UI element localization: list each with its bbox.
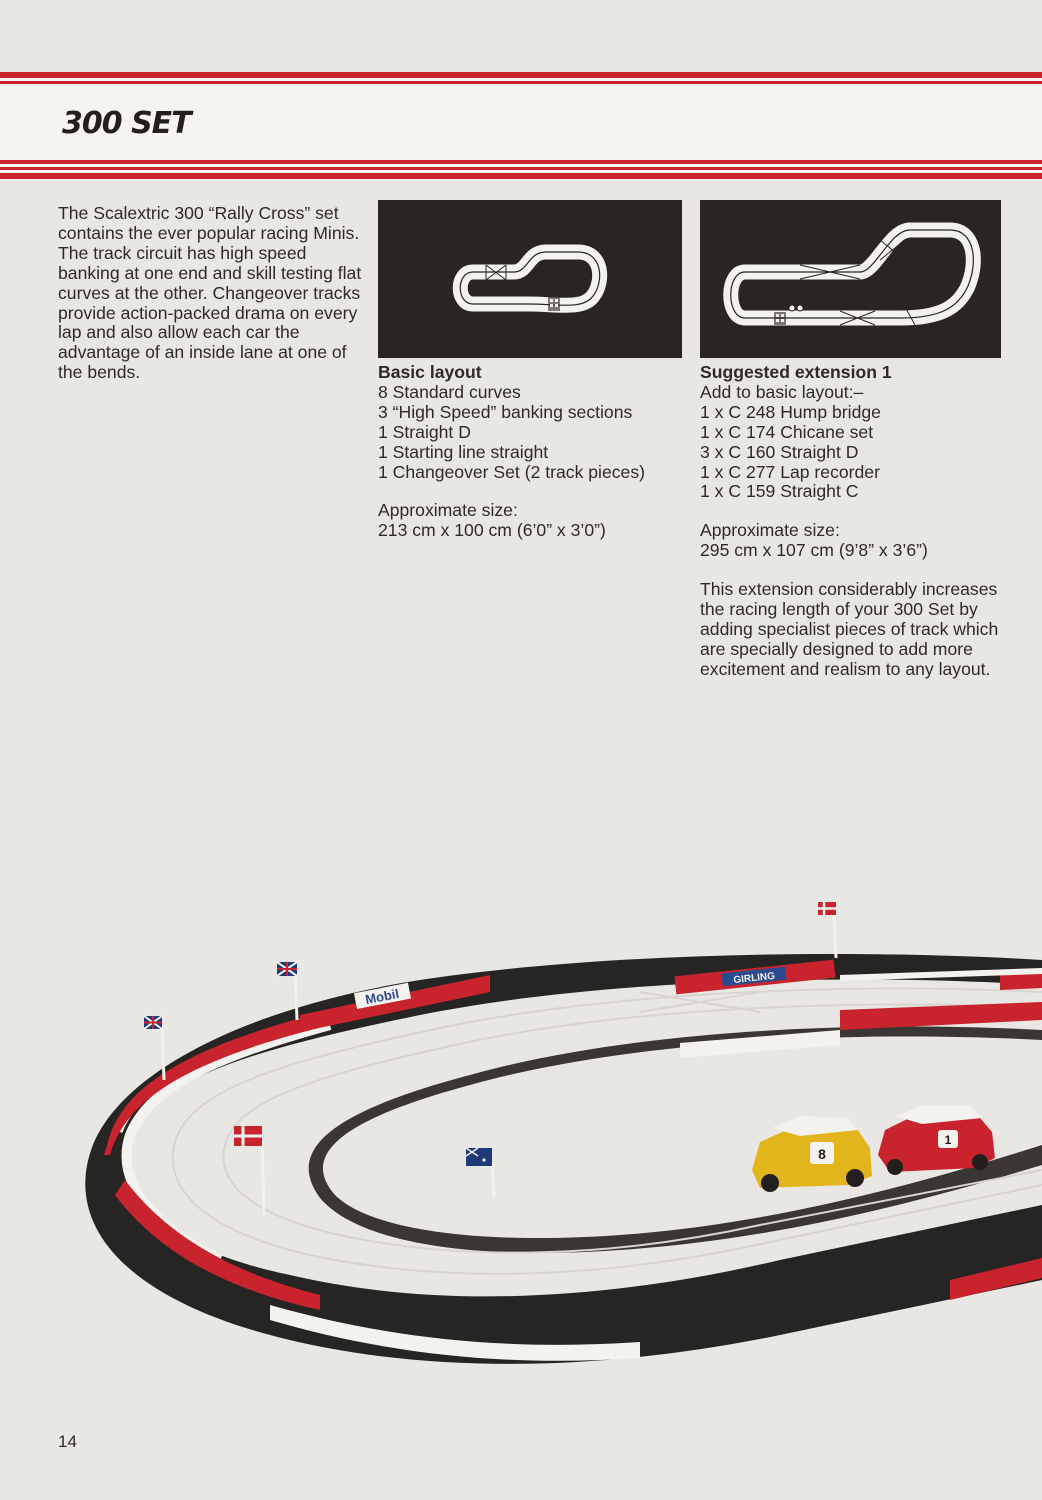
intro-paragraph: The Scalextric 300 “Rally Cross” set contains the ever popular racing Minis. The track circuit has high speed banking at one end and skill testing flat curves at the other. Changeover tracks provide action-packed drama on every lap and also allow each car the advantage of an inside lane at one of the bends. <box>58 203 362 383</box>
flag-denmark <box>818 902 836 958</box>
extension-layout-diagram <box>700 200 1001 358</box>
list-item: 1 Starting line straight <box>378 441 549 462</box>
banner-stripe <box>0 72 1042 78</box>
extension-section <box>700 200 1020 680</box>
banner-stripe <box>0 173 1042 179</box>
basic-layout-heading: Basic layout <box>378 362 482 382</box>
car-number: 8 <box>818 1146 826 1162</box>
flag-denmark <box>234 1126 264 1215</box>
list-item: 1 x C 277 Lap recorder <box>700 461 880 482</box>
list-item: 8 Standard curves <box>378 381 521 402</box>
girling-sign: GIRLING <box>732 970 776 987</box>
list-item: 1 Straight D <box>378 421 471 442</box>
basic-layout-section <box>378 200 683 541</box>
size-label: Approximate size: <box>700 520 840 541</box>
size-value: 213 cm x 100 cm (6’0” x 3’0”) <box>378 520 606 541</box>
mobil-sign: Mobil <box>364 985 401 1008</box>
size-value: 295 cm x 107 cm (9’8” x 3’6”) <box>700 540 928 561</box>
basic-layout-diagram <box>378 200 682 358</box>
list-item: 3 “High Speed” banking sections <box>378 401 633 422</box>
list-item: 1 x C 174 Chicane set <box>700 421 874 442</box>
list-item: 3 x C 160 Straight D <box>700 441 859 462</box>
banner-stripe <box>0 160 1042 164</box>
size-label: Approximate size: <box>378 500 518 521</box>
car-number: 1 <box>944 1133 952 1147</box>
page-title: 300 SET <box>62 106 191 141</box>
list-item: 1 Changeover Set (2 track pieces) <box>378 461 645 482</box>
extension-intro: Add to basic layout:– <box>700 381 864 402</box>
page-number: 14 <box>58 1432 77 1451</box>
list-item: 1 x C 248 Hump bridge <box>700 401 881 422</box>
extension-heading: Suggested extension 1 <box>700 362 892 382</box>
list-item: 1 x C 159 Straight C <box>700 481 859 502</box>
banner-stripe <box>0 167 1042 170</box>
banner-stripe <box>0 81 1042 84</box>
track-photo <box>0 880 1042 1480</box>
extension-description: This extension considerably increases the racing length of your 300 Set by adding specialist pieces of track which are specially designed to add more excitement and realism to any layout. <box>700 579 999 679</box>
